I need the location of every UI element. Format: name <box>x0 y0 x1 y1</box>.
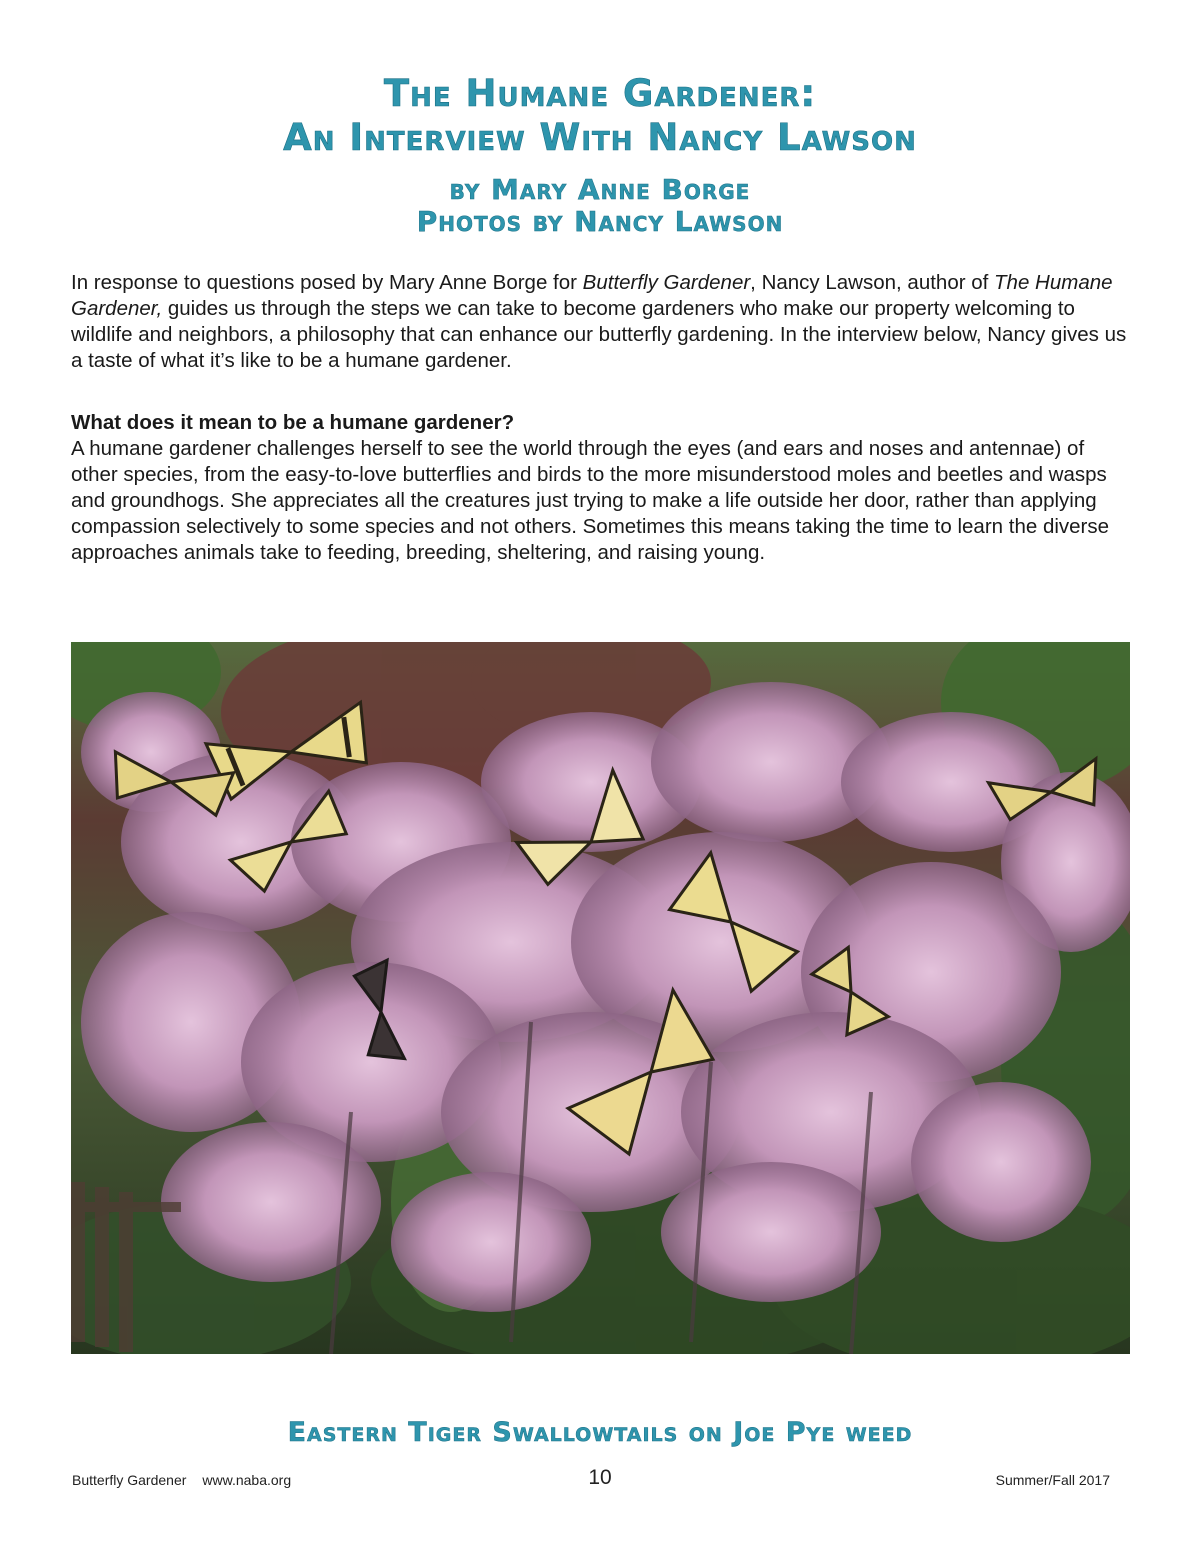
book-title: The Humane Gardener, <box>71 271 1113 320</box>
photo-credit: Photos by Nancy Lawson <box>416 205 784 238</box>
intro-paragraph <box>71 270 1131 374</box>
footer-website-link[interactable]: www.naba.org <box>202 1472 292 1488</box>
intro-text-2: , Nancy Lawson, author of <box>750 271 995 294</box>
interview-answer: A humane gardener challenges herself to see the world through the eyes (and ears and noses and antennae) of other species, from the easy-to-love butterflies and birds to the more misunderstood moles and beetles and wasps and groundhogs. She appreciates all the creatures just trying to make a life outside her door, rather than applying compassion selectively to some species and not others. Sometimes this means taking the time to learn the diverse approaches animals take to feeding, breeding, sheltering, and raising young. <box>71 437 1110 564</box>
interview-question: What does it mean to be a humane gardener? <box>71 411 515 434</box>
butterfly-photo-illustration <box>71 642 1130 1354</box>
author-credit: by Mary Anne Borge <box>449 173 751 206</box>
qa-block <box>71 410 1131 566</box>
title-line-1: The Humane Gardener: <box>383 72 817 115</box>
intro-text-3: guides us through the steps we can take to become gardeners who make our property welcoming to wildlife and neighbors, a philosophy that can enhance our butterfly gardening. In the interview below, Nancy gives us a taste of what it’s like to be a humane gardener. <box>71 297 1127 372</box>
publication-name: Butterfly Gardener <box>582 271 751 294</box>
butterfly-photo <box>71 642 1130 1354</box>
intro-text-1: In response to questions posed by Mary Anne Borge for <box>71 271 583 294</box>
page-number: 10 <box>588 1466 612 1489</box>
footer-issue: Summer/Fall 2017 <box>995 1472 1110 1488</box>
byline <box>0 174 1200 238</box>
article-title <box>0 72 1200 160</box>
footer-publication: Butterfly Gardener <box>72 1472 187 1488</box>
title-line-2: An Interview With Nancy Lawson <box>283 116 917 159</box>
photo-caption: Eastern Tiger Swallowtails on Joe Pye weed <box>287 1417 913 1448</box>
